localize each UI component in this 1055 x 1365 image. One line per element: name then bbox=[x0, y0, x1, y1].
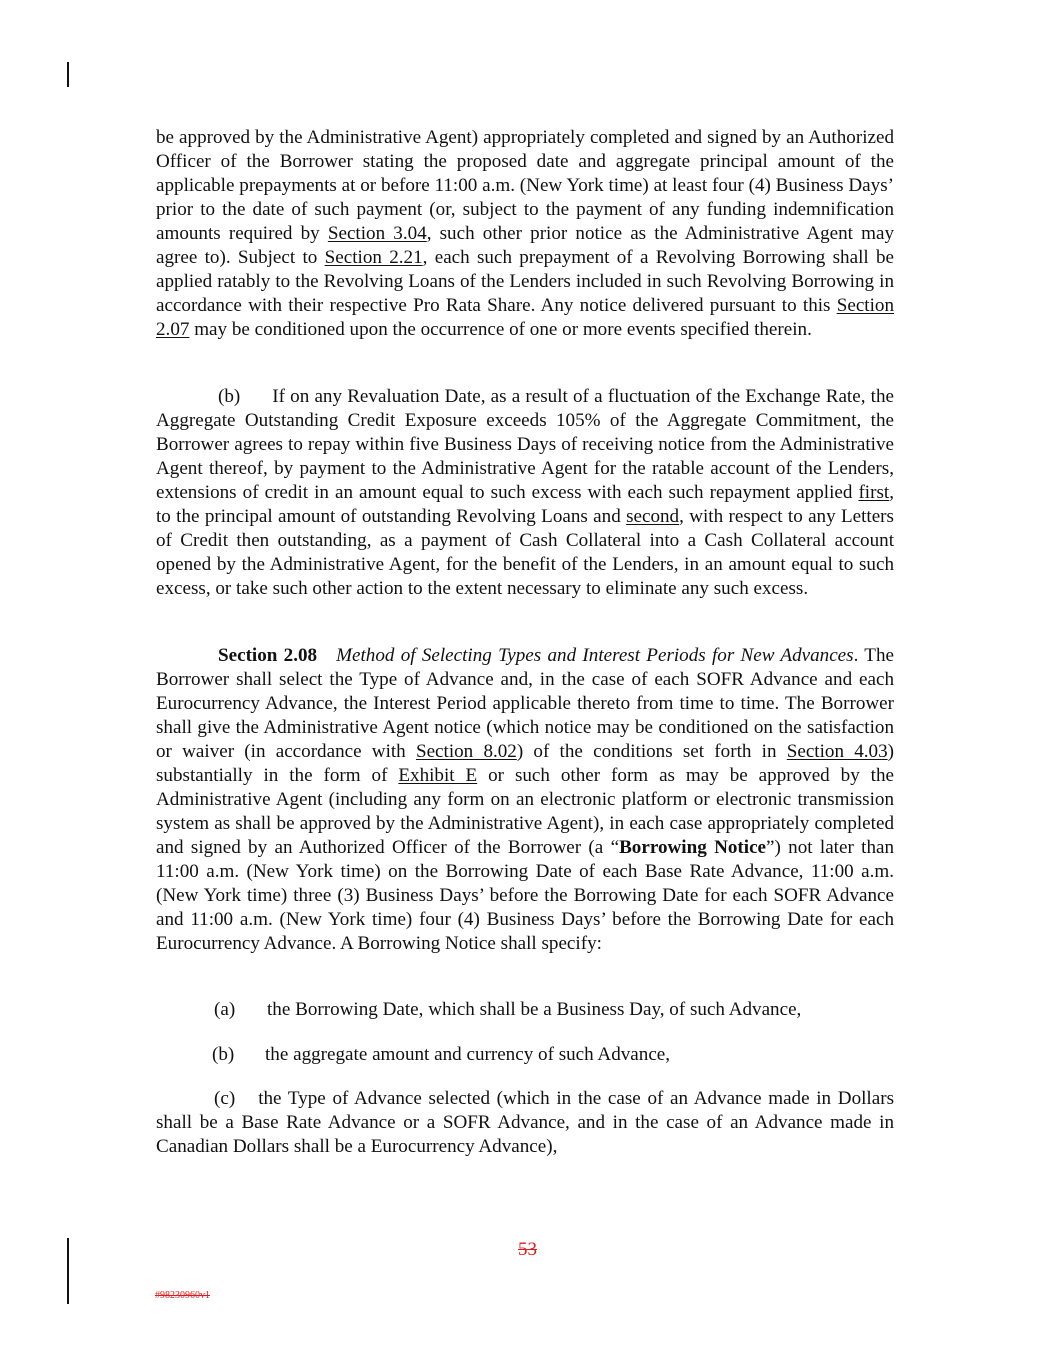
paragraph-b-revaluation bbox=[156, 385, 894, 601]
list-item-text: the aggregate amount and currency of such Advance, bbox=[265, 1044, 671, 1065]
paragraph-text: ) of the conditions set forth in bbox=[516, 741, 787, 762]
section-reference: Section 4.03 bbox=[786, 741, 888, 762]
page-number: 53 bbox=[518, 1239, 537, 1260]
paragraph-continuation bbox=[156, 126, 894, 342]
section-reference: Section 3.04 bbox=[327, 223, 427, 244]
paragraph-text: or such other form as may be approved by the Administrative Agent (including any form on an electronic platform or electronic transmission system as shall be approved by the Administrative Agent), in each case appropriately completed and signed by an Authorized Officer of the Borrower (a “ bbox=[156, 765, 894, 858]
paragraph-text: may be conditioned upon the occurrence of one or more events specified therein. bbox=[189, 319, 812, 340]
paragraph-text: , to the principal amount of outstanding Revolving Loans and bbox=[156, 482, 894, 527]
emphasis-first: first bbox=[858, 482, 890, 503]
defined-term: Borrowing Notice bbox=[619, 837, 767, 858]
list-item-c bbox=[156, 1087, 894, 1159]
paragraph-text: . The Borrower shall select the Type of Advance and, in the case of each SOFR Advance and each Eurocurrency Advance, the Interest Period applicable thereto from time to time. The Borrower shall give the Administrative Agent notice (which notice may be conditioned on the satisfaction or waiver (in accordance with bbox=[156, 645, 894, 762]
section-reference: Section 2.07 bbox=[156, 295, 894, 340]
paragraph-text: If on any Revaluation Date, as a result of a fluctuation of the Exchange Rate, the Aggregate Outstanding Credit Exposure exceeds 105% of the Aggregate Commitment, the Borrower agrees to repay within five Business Days of receiving notice from the Administrative Agent thereof, by payment to the Administrative Agent for the ratable account of the Lenders, extensions of credit in an amount equal to such excess with each such repayment applied bbox=[156, 386, 894, 503]
emphasis-second: second bbox=[626, 506, 680, 527]
paragraph-text: be approved by the Administrative Agent) appropriately completed and signed by an Authorized Officer of the Borrower stating the proposed date and aggregate principal amount of the applicable prepayments at or before 11:00 a.m. (New York time) at least four (4) Business Days’ prior to the date of such payment (or, subject to the payment of any funding indemnification amounts required by bbox=[156, 127, 894, 244]
list-item-text: the Type of Advance selected (which in the case of an Advance made in Dollars shall be a Base Rate Advance or a SOFR Advance, and in the case of an Advance made in Canadian Dollars shall be a Eurocurrency Advance), bbox=[156, 1088, 894, 1157]
clause-marker: (a) bbox=[214, 999, 236, 1020]
change-bar-top bbox=[67, 62, 69, 87]
paragraph-text: , such other prior notice as the Administrative Agent may agree to). Subject to bbox=[156, 223, 895, 268]
clause-marker: (b) bbox=[212, 1044, 235, 1065]
exhibit-reference: Exhibit E bbox=[398, 765, 478, 786]
list-item-text: the Borrowing Date, which shall be a Business Day, of such Advance, bbox=[267, 999, 802, 1020]
clause-marker: (c) bbox=[214, 1088, 236, 1109]
section-title: Method of Selecting Types and Interest Periods for New Advances bbox=[336, 645, 854, 666]
section-2-08 bbox=[156, 644, 894, 956]
document-id: #98230960v1 bbox=[155, 1290, 210, 1301]
paragraph-text: ”) not later than 11:00 a.m. (New York time) on the Borrowing Date of each Base Rate Advance, 11:00 a.m. (New York time) three (3) Business Days’ before the Borrowing Date for each SOFR Advance and 11:00 a.m. (New York time) four (4) Business Days’ before the Borrowing Date for each Eurocurrency Advance. A Borrowing Notice shall specify: bbox=[156, 837, 895, 954]
paragraph-text: ) substantially in the form of bbox=[156, 741, 894, 786]
paragraph-text: , each such prepayment of a Revolving Borrowing shall be applied ratably to the Revolving Loans of the Lenders included in such Revolving Borrowing in accordance with their respective Pro Rata Share. Any notice delivered pursuant to this bbox=[156, 247, 894, 316]
list-item bbox=[212, 1043, 670, 1067]
list-item bbox=[214, 998, 801, 1022]
clause-marker: (b) bbox=[218, 386, 241, 407]
section-reference: Section 8.02 bbox=[415, 741, 517, 762]
section-reference: Section 2.21 bbox=[324, 247, 423, 268]
section-heading: Section 2.08 bbox=[218, 645, 318, 666]
paragraph-text: , with respect to any Letters of Credit then outstanding, as a payment of Cash Collateral into a Cash Collateral account opened by the Administrative Agent, for the benefit of the Lenders, in an amount equal to such excess, or take such other action to the extent necessary to eliminate any such excess. bbox=[156, 506, 894, 599]
